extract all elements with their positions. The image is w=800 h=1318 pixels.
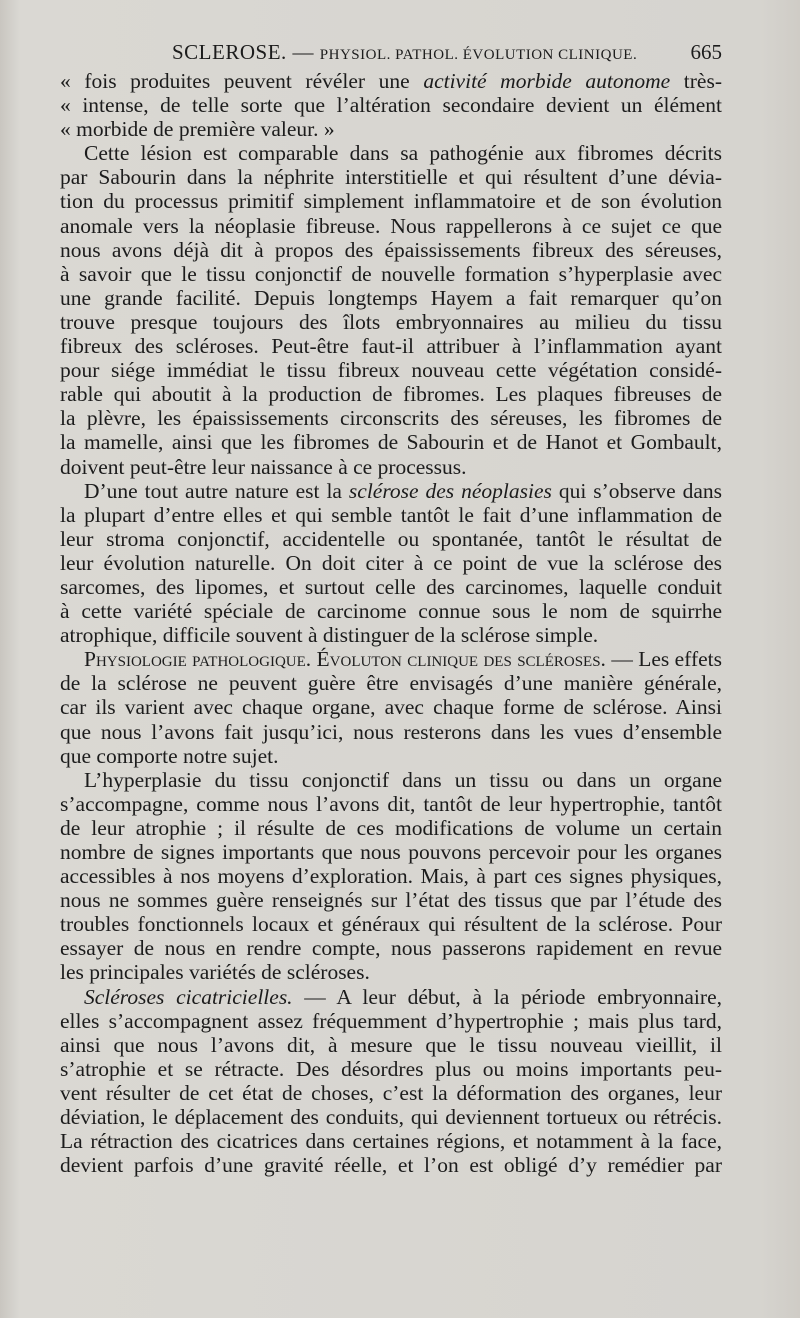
- text-run: atrophique, difficile souvent à distinguer de la sclérose simple.: [60, 623, 599, 648]
- text-run: tion du processus primitif simplement inflammatoire et de son évolution: [60, 189, 722, 214]
- text-run: s’accompagne, comme nous l’avons dit, tantôt de leur hypertrophie, tantôt: [60, 791, 722, 816]
- text-line: [60, 334, 722, 358]
- text-run: déviation, le déplacement des conduits, qui deviennent tortueux ou rétrécis.: [60, 1105, 722, 1130]
- text-line: [60, 912, 722, 936]
- text-run: ainsi que nous l’avons dit, à mesure que le tissu nouveau vieillit, il: [60, 1032, 722, 1057]
- running-header: [60, 38, 722, 66]
- text-line: [60, 214, 722, 238]
- text-line: [60, 1033, 722, 1057]
- text-run: L’hyperplasie du tissu conjonctif dans un tissu ou dans un organe: [84, 767, 722, 792]
- text-line: [60, 117, 722, 141]
- running-title-dash: —: [292, 40, 315, 64]
- text-run: La rétraction des cicatrices dans certaines régions, et notamment à la face,: [60, 1129, 722, 1154]
- text-line: [60, 936, 722, 960]
- text-line: [60, 816, 722, 840]
- text-line: [60, 1153, 722, 1177]
- text-line: [60, 527, 722, 551]
- text-run: une grande facilité. Depuis longtemps Hayem a fait remarquer qu’on: [60, 285, 722, 310]
- text-run: à cette variété spéciale de carcinome connue sous le nom de squirrhe: [60, 599, 722, 624]
- text-run: sarcomes, des lipomes, et surtout celle des carcinomes, laquelle conduit: [60, 574, 722, 599]
- text-line: [60, 479, 722, 503]
- italic-phrase: Scléroses cicatricielles.: [84, 984, 293, 1009]
- text-run: par Sabourin dans la néphrite interstitielle et qui résultent d’une dévia-: [60, 165, 722, 190]
- text-run: « morbide de première valeur. »: [60, 117, 335, 142]
- text-run: très-: [670, 69, 722, 93]
- body-text: [60, 69, 722, 1177]
- text-run: la plupart d’entre elles et qui semble tantôt le fait d’une inflammation de: [60, 502, 722, 527]
- text-line: [60, 1105, 722, 1129]
- text-run: car ils varient avec chaque organe, avec chaque forme de sclérose. Ainsi: [60, 695, 722, 720]
- text-line: [60, 1129, 722, 1153]
- text-line: [60, 551, 722, 575]
- text-run: s’atrophie et se rétracte. Des désordres plus ou moins importants peu-: [60, 1056, 722, 1081]
- text-run: à savoir que le tissu conjonctif de nouvelle formation s’hyperplasie avec: [60, 261, 722, 286]
- text-line: [60, 189, 722, 213]
- text-run: que nous l’avons fait jusqu’ici, nous resterons dans les vues d’ensemble: [60, 719, 722, 744]
- text-run: troubles fonctionnels locaux et généraux qui résultent de la sclérose. Pour: [60, 912, 722, 937]
- text-line: [60, 93, 722, 117]
- text-run: les principales variétés de scléroses.: [60, 960, 370, 985]
- text-run: qui s’observe dans: [551, 478, 722, 503]
- italic-phrase: sclérose des néoplasies: [348, 478, 552, 503]
- text-run: — Les effets: [605, 647, 722, 672]
- italic-phrase: activité morbide autonome: [423, 69, 671, 93]
- text-run: de la sclérose ne peuvent guère être envisagés d’une manière générale,: [60, 671, 722, 696]
- text-run: devient parfois d’une gravité réelle, et l’on est obligé d’y remédier par: [60, 1153, 722, 1178]
- text-line: [60, 695, 722, 719]
- text-run: leur évolution naturelle. On doit citer à ce point de vue la sclérose des: [60, 550, 722, 575]
- running-title: [172, 38, 637, 69]
- text-run: accessibles à nos moyens d’exploration. Mais, à part ces signes physiques,: [60, 864, 722, 889]
- text-line: [60, 141, 722, 165]
- text-run: nous ne sommes guère renseignés sur l’état des tissus que par l’étude des: [60, 888, 722, 913]
- text-run: D’une tout autre nature est la: [84, 478, 349, 503]
- text-run: vent résulter de cet état de choses, c’est la déformation des organes, leur: [60, 1080, 722, 1105]
- text-line: [60, 286, 722, 310]
- text-line: [60, 960, 722, 984]
- text-run: anomale vers la néoplasie fibreuse. Nous rappellerons à ce sujet ce que: [60, 213, 722, 238]
- text-line: [60, 310, 722, 334]
- text-run: elles s’accompagnent assez fréquemment d’hypertrophie ; mais plus tard,: [60, 1008, 722, 1033]
- text-run: nous avons déjà dit à propos des épaississements fibreux des séreuses,: [60, 237, 722, 262]
- text-line: [60, 671, 722, 695]
- text-line: [60, 888, 722, 912]
- text-run: leur stroma conjonctif, accidentelle ou spontanée, tantôt le résultat de: [60, 526, 722, 551]
- text-run: fibreux des scléroses. Peut-être faut-il attribuer à l’inflammation ayant: [60, 334, 722, 359]
- text-line: [60, 840, 722, 864]
- text-line: [60, 503, 722, 527]
- text-run: « fois produites peuvent révéler une: [60, 69, 424, 93]
- text-run: nombre de signes importants que nous pouvons percevoir pour les organes: [60, 840, 722, 864]
- text-run: de leur atrophie ; il résulte de ces modifications de volume un certain: [60, 815, 722, 840]
- text-line: [60, 792, 722, 816]
- text-run: trouve presque toujours des îlots embryonnaires au milieu du tissu: [60, 309, 722, 334]
- text-run: Cette lésion est comparable dans sa pathogénie aux fibromes décrits: [84, 141, 722, 166]
- text-line: [60, 382, 722, 406]
- text-line: [60, 165, 722, 189]
- text-run: la mamelle, ainsi que les fibromes de Sabourin et de Hanot et Gombault,: [60, 430, 722, 455]
- text-run: pour siége immédiat le tissu fibreux nouveau cette végétation considé-: [60, 358, 722, 383]
- running-title-rest: PHYSIOL. PATHOL. ÉVOLUTION CLINIQUE.: [319, 47, 638, 63]
- text-line: [60, 406, 722, 430]
- text-line: [60, 1009, 722, 1033]
- text-line: [60, 1081, 722, 1105]
- text-line: [60, 262, 722, 286]
- text-run: essayer de nous en rendre compte, nous passerons rapidement en revue: [60, 936, 722, 961]
- text-line: [60, 430, 722, 454]
- text-line: [60, 575, 722, 599]
- text-line: [60, 768, 722, 792]
- text-line: [60, 985, 722, 1009]
- text-line: [60, 744, 722, 768]
- text-line: [60, 455, 722, 479]
- text-line: [60, 720, 722, 744]
- text-run: « intense, de telle sorte que l’altération secondaire devient un élément: [60, 93, 722, 118]
- text-line: [60, 623, 722, 647]
- text-line: [60, 238, 722, 262]
- text-line: [60, 599, 722, 623]
- text-line: [60, 358, 722, 382]
- text-line: [60, 647, 722, 671]
- text-line: [60, 1057, 722, 1081]
- text-line: [60, 864, 722, 888]
- running-title-main: SCLEROSE.: [172, 40, 287, 64]
- text-run: — A leur début, à la période embryonnaire,: [292, 984, 722, 1009]
- page-number: 665: [690, 40, 722, 64]
- text-run: la plèvre, les épaississements circonscrits des séreuses, les fibromes de: [60, 406, 722, 431]
- text-run: doivent peut-être leur naissance à ce processus.: [60, 454, 467, 479]
- small-caps-heading: Physiologie pathologique. Évoluton clinique des scléroses.: [84, 647, 606, 672]
- text-run: rable qui aboutit à la production de fibromes. Les plaques fibreuses de: [60, 382, 722, 407]
- text-run: que comporte notre sujet.: [60, 743, 279, 768]
- text-line: [60, 69, 722, 93]
